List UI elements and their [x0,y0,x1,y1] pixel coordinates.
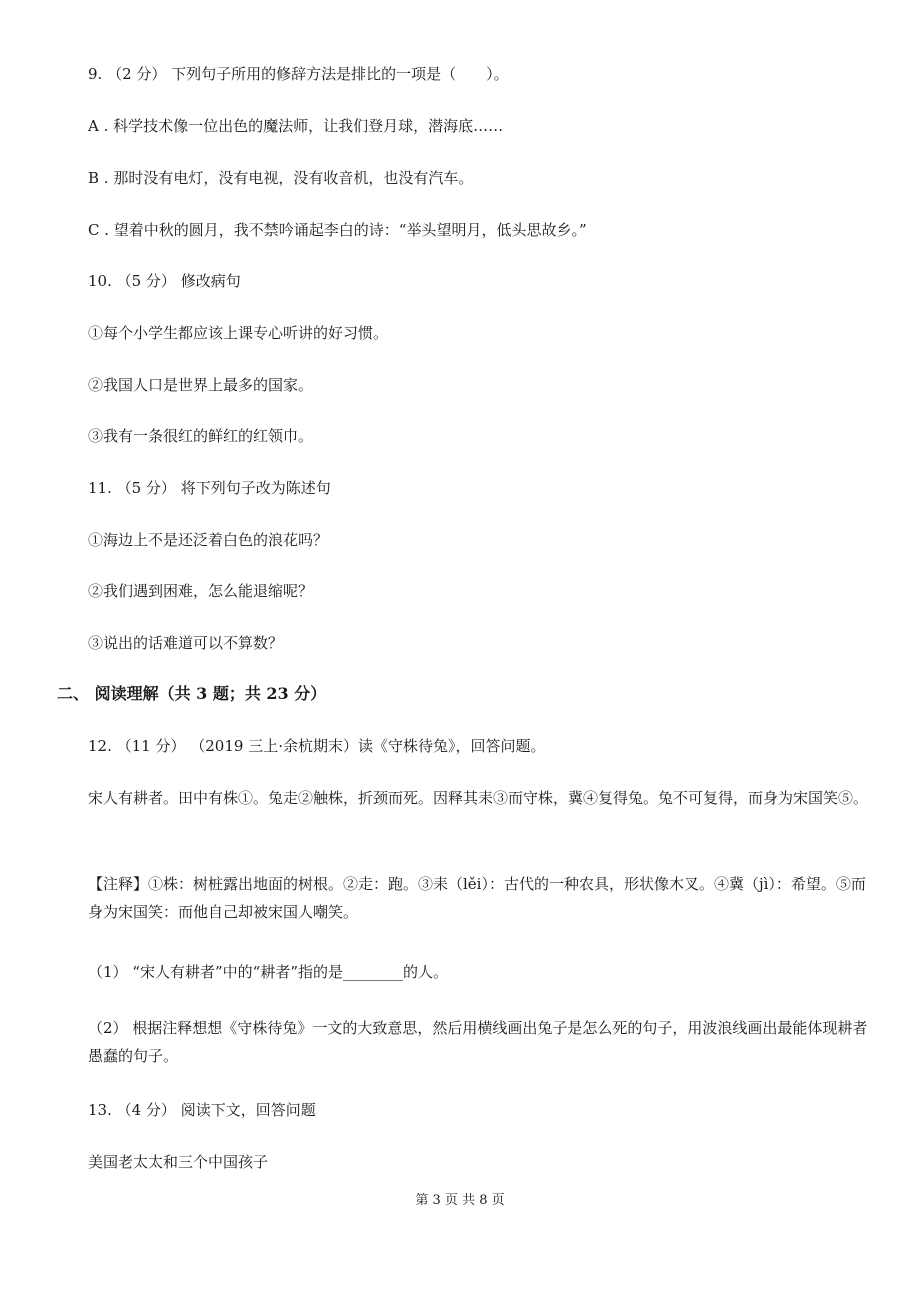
q12-sub-1: （1） “宋人有耕者”中的“耕者”指的是________的人。 [88,963,448,981]
q12-passage: 宋人有耕者。田中有株①。兔走②触株，折颈而死。因释其耒③而守株，冀④复得兔。兔不可复得，而身为宋国笑⑤。 [88,789,869,807]
q13-stem: 13. （4 分） 阅读下文，回答问题 [88,1101,316,1119]
q10-item-2: ②我国人口是世界上最多的国家。 [88,376,314,394]
q10-item-1: ①每个小学生都应该上课专心听讲的好习惯。 [88,324,389,342]
q12-sub-2: （2） 根据注释想想《守株待兔》一文的大致意思，然后用横线画出兔子是怎么死的句子，用波浪线画出最能体现耕者愚蠢的句子。 [88,1019,868,1065]
q9-option-c: C . 望着中秋的圆月，我不禁吟诵起李白的诗：“举头望明月，低头思故乡。” [88,221,587,239]
q10-stem: 10. （5 分） 修改病句 [88,272,241,290]
q9-stem: 9. （2 分） 下列句子所用的修辞方法是排比的一项是（ ）。 [88,65,509,83]
section-2-title: 二、 阅读理解（共 3 题；共 23 分） [57,684,327,703]
q9-option-a: A . 科学技术像一位出色的魔法师，让我们登月球，潜海底…… [88,117,504,135]
q12-note: 【注释】①株：树桩露出地面的树根。②走：跑。③耒（lěi）：古代的一种农具，形状像木叉。④冀（jì）：希望。⑤而身为宋国笑：而他自己却被宋国人嘲笑。 [88,875,866,921]
page-footer: 第 3 页 共 8 页 [415,1193,505,1208]
q12-stem: 12. （11 分） （2019 三上·余杭期末）读《守株待兔》，回答问题。 [88,737,546,755]
q11-item-1: ①海边上不是还泛着白色的浪花吗？ [88,531,329,549]
q11-item-2: ②我们遇到困难，怎么能退缩呢？ [88,582,314,600]
q10-item-3: ③我有一条很红的鲜红的红领巾。 [88,427,314,445]
q11-item-3: ③说出的话难道可以不算数？ [88,634,284,652]
q11-stem: 11. （5 分） 将下列句子改为陈述句 [88,479,331,497]
q9-option-b: B . 那时没有电灯，没有电视，没有收音机，也没有汽车。 [88,169,474,187]
q13-passage-title: 美国老太太和三个中国孩子 [88,1153,269,1171]
